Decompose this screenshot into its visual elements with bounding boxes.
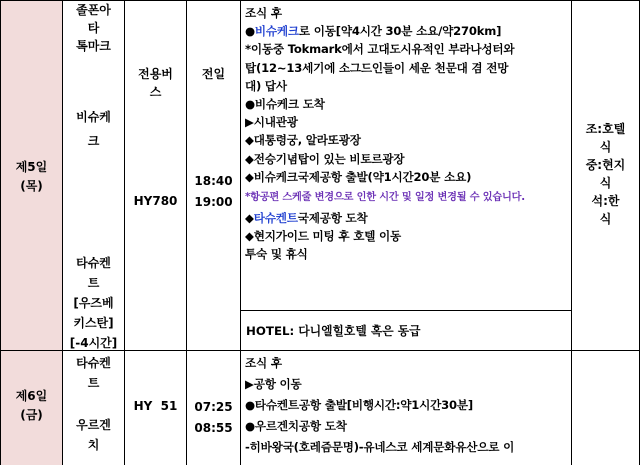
day6-times (187, 397, 240, 439)
transport-line: 전용버 (138, 67, 173, 81)
itinerary-line: 대) 답사 (245, 78, 287, 93)
day6-itinerary-cell (241, 351, 572, 465)
day5-cities-bottom (63, 253, 124, 353)
itinerary-line: 조식 후 (245, 356, 282, 370)
city-line: 트 (87, 376, 100, 390)
day6-flight: HY 51 (133, 399, 178, 413)
city-line: 트 (87, 276, 100, 290)
day5-label-cell (0, 0, 63, 351)
itinerary-line: ◆현지가이드 미팅 후 호텔 이동 (245, 229, 402, 244)
time-value: 08:55 (194, 421, 233, 435)
meal-line: 식 (599, 175, 612, 190)
day5-day-label: 제5일 (15, 159, 48, 174)
day6-transport-cell (125, 351, 187, 465)
meal-line: 조:호텔 (585, 121, 626, 136)
city-line: 크 (87, 134, 100, 148)
day6-day-label: 제6일 (15, 389, 48, 403)
itinerary-text: ◆ (245, 211, 254, 226)
city-line: 타 (87, 21, 100, 35)
day5-hotel-cell (241, 311, 572, 351)
transport-line: 스 (149, 85, 162, 99)
day6-city-cell (63, 351, 125, 465)
day5-flight: HY780 (133, 194, 178, 208)
city-line: 졸폰아 (76, 3, 111, 17)
itinerary-line (245, 209, 571, 227)
day5-hotel: HOTEL: 다니엘힐호텔 혹은 동급 (246, 324, 421, 338)
itinerary-text: ● (245, 24, 255, 39)
itinerary-text: 로 이동[약4시간 30분 소요/약270km] (298, 24, 502, 39)
itinerary-line: -히바왕국(호레즘문명)-유네스코 세계문화유산으로 이 (245, 440, 515, 454)
day6-meal-cell (572, 351, 640, 465)
time-value: 07:25 (194, 400, 233, 414)
day5-time-label: 전일 (201, 67, 226, 81)
day5-time-cell (187, 0, 241, 351)
itinerary-line (245, 22, 571, 40)
city-line: 우르겐 (76, 418, 111, 432)
city-line: [-4시간] (69, 336, 118, 350)
schedule-change-notice: *항공편 스케줄 변경으로 인한 시간 및 일정 변경될 수 있습니다. (245, 192, 525, 204)
itinerary-line: ▶공항 이동 (245, 377, 302, 391)
itinerary-line: 조식 후 (245, 6, 282, 20)
day5-transport (125, 65, 186, 101)
time-value: 18:40 (194, 174, 233, 188)
day5-itinerary (241, 1, 571, 264)
city-line: 타슈켄 (76, 356, 111, 370)
day6-label-cell (0, 351, 63, 465)
day6-itinerary (241, 351, 571, 458)
itinerary-line: ●타슈켄트공항 출발[비행시간:약1시간30분] (245, 398, 473, 412)
day6-cities-bottom (63, 415, 124, 455)
city-line: 키스탄] (73, 316, 114, 330)
city-line: 타슈켄 (76, 256, 111, 270)
meal-line: 석:한 (591, 193, 620, 208)
itinerary-line: ◆비슈케크국제공항 출발(약1시간20분 소요) (245, 169, 472, 184)
day5-cities-mid (63, 108, 124, 150)
itinerary-line: ◆전승기념탑이 있는 비토르광장 (245, 151, 405, 166)
day5-meals (586, 120, 626, 228)
meal-line: 식 (599, 211, 612, 226)
itinerary-line: 투숙 및 휴식 (245, 247, 308, 262)
itinerary-line: ▶시내관광 (245, 115, 298, 130)
itinerary-text: 국제공항 도착 (297, 211, 368, 226)
day5-cities-top (63, 1, 124, 55)
day6-time-cell (187, 351, 241, 465)
meal-line: 중:현지 (585, 157, 626, 172)
itinerary-line: ●우르겐치공항 도착 (245, 419, 347, 433)
day5-transport-cell (125, 0, 187, 351)
itinerary-line: ◆대통령궁, 알라또광장 (245, 133, 361, 148)
meal-line: 식 (599, 139, 612, 154)
highlighted-place: 비슈케크 (254, 24, 299, 39)
day5-weekday: (목) (20, 178, 43, 193)
city-line: 톡마크 (76, 39, 111, 53)
itinerary-line: *이동중 Tokmark에서 고대도시유적인 부라나성터와 (245, 42, 515, 57)
city-line: [우즈베 (73, 296, 114, 310)
day6-cities-top (63, 353, 124, 393)
city-line: 비슈케 (76, 110, 111, 124)
itinerary-line: 탑(12~13세기에 소그드인들이 세운 천문대 겸 전망 (245, 60, 509, 75)
highlighted-place: 타슈켄트 (253, 211, 298, 226)
time-value: 19:00 (194, 195, 233, 209)
day6-weekday: (금) (20, 408, 43, 422)
day5-city-cell (63, 0, 125, 351)
city-line: 치 (87, 438, 100, 452)
itinerary-line: ●비슈케크 도착 (245, 97, 325, 112)
day5-itinerary-cell (241, 0, 572, 311)
day5-times (187, 171, 240, 213)
day5-meal-cell (572, 0, 640, 351)
